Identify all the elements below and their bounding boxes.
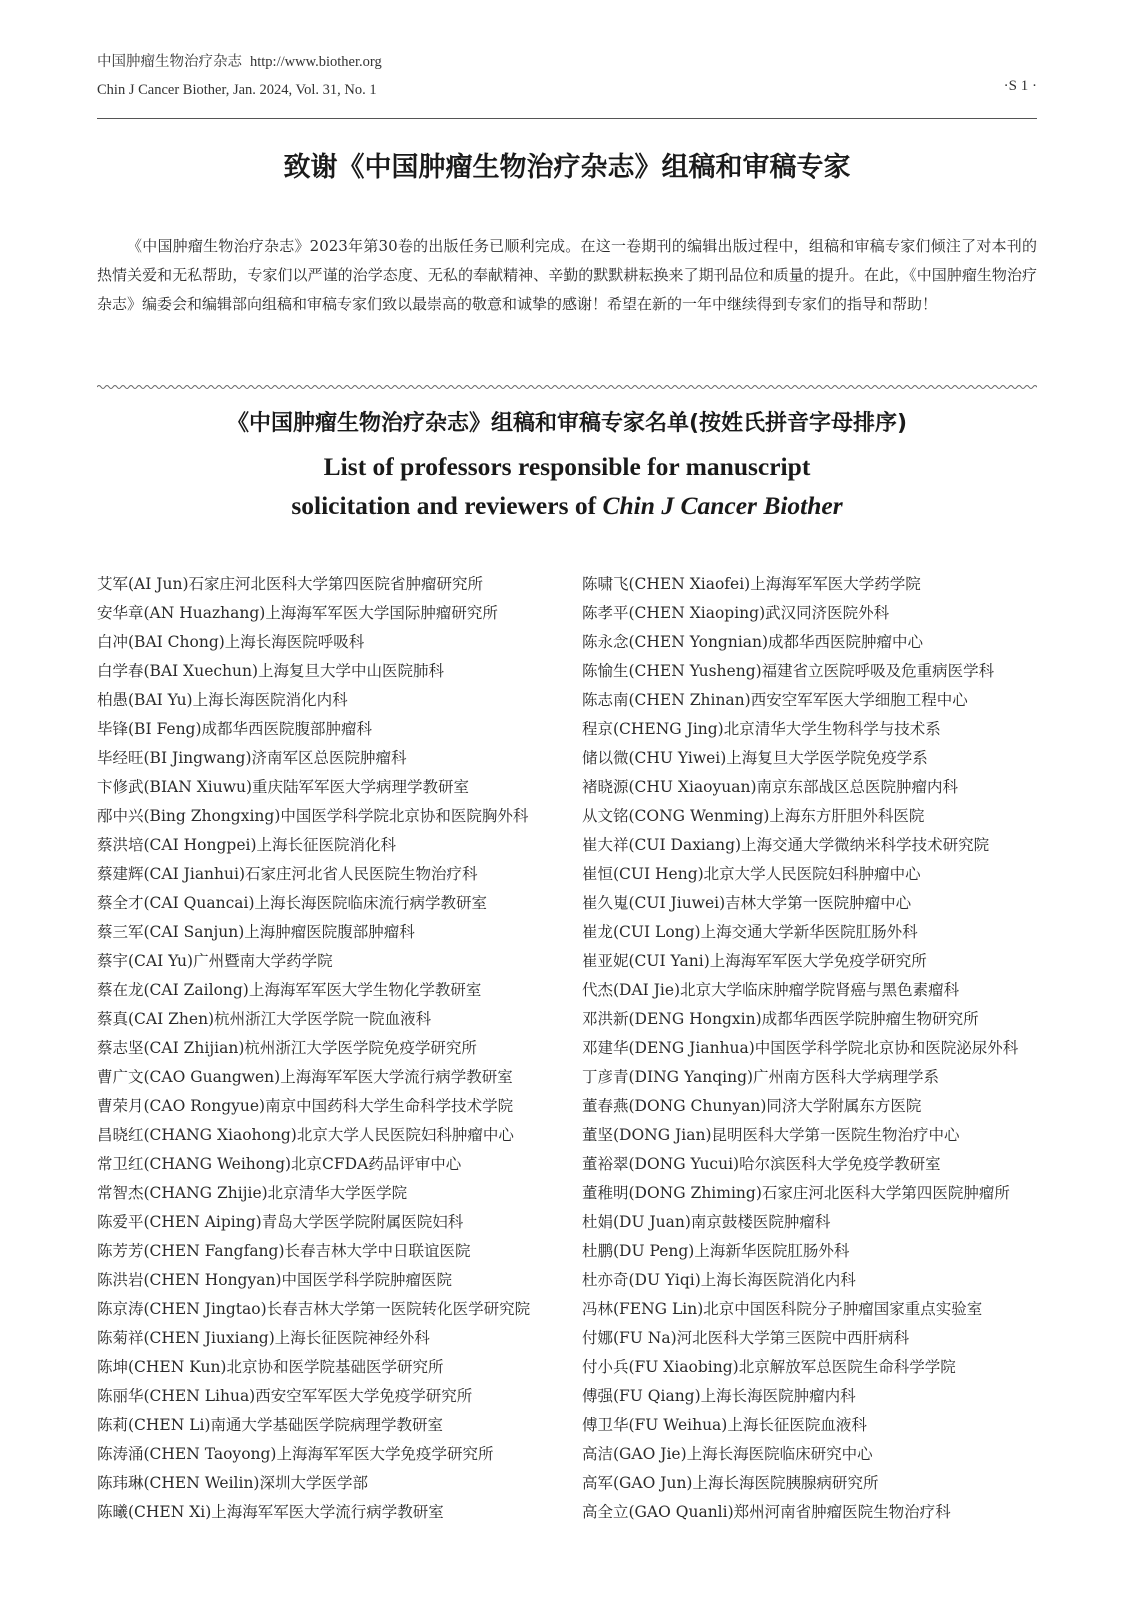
reviewer-entry: 崔久嵬(CUI Jiuwei)吉林大学第一医院肿瘤中心 xyxy=(582,894,912,912)
reviewer-entry: 崔恒(CUI Heng)北京大学人民医院妇科肿瘤中心 xyxy=(582,865,921,883)
reviewer-entry: 陈孝平(CHEN Xiaoping)武汉同济医院外科 xyxy=(582,604,890,622)
running-head xyxy=(97,50,1037,122)
reviewer-entry: 崔亚妮(CUI Yani)上海海军军医大学免疫学研究所 xyxy=(582,952,927,970)
reviewer-entry: 蔡全才(CAI Quancai)上海长海医院临床流行病学教研室 xyxy=(97,894,487,912)
page-title: 致谢《中国肿瘤生物治疗杂志》组稿和审稿专家 xyxy=(283,152,851,183)
reviewer-list-right xyxy=(582,570,1052,1527)
reviewer-entry: 柏愚(BAI Yu)上海长海医院消化内科 xyxy=(97,691,348,709)
reviewer-entry: 董坚(DONG Jian)昆明医科大学第一医院生物治疗中心 xyxy=(582,1126,960,1144)
reviewer-entry: 邓洪新(DENG Hongxin)成都华西医学院肿瘤生物研究所 xyxy=(582,1010,979,1028)
reviewer-entry: 卞修武(BIAN Xiuwu)重庆陆军军医大学病理学教研室 xyxy=(97,778,470,796)
reviewer-entry: 陈坤(CHEN Kun)北京协和医学院基础医学研究所 xyxy=(97,1358,444,1376)
journal-name-cn: 中国肿瘤生物治疗杂志 xyxy=(97,54,242,70)
list-title-en xyxy=(97,447,1037,525)
reviewer-entry: 昌晓红(CHANG Xiaohong)北京大学人民医院妇科肿瘤中心 xyxy=(97,1126,514,1144)
reviewer-entry: 冯林(FENG Lin)北京中国医科院分子肿瘤国家重点实验室 xyxy=(582,1300,983,1318)
reviewer-entry: 从文铭(CONG Wenming)上海东方肝胆外科医院 xyxy=(582,807,925,825)
list-title-en-journal: Chin J Cancer Biother xyxy=(602,491,843,520)
reviewer-entry: 常卫红(CHANG Weihong)北京CFDA药品评审中心 xyxy=(97,1155,462,1173)
header-rule xyxy=(97,118,1037,119)
list-title-en-line-1: List of professors responsible for manuscript xyxy=(323,452,811,481)
reviewer-entry: 崔龙(CUI Long)上海交通大学新华医院肛肠外科 xyxy=(582,923,918,941)
reviewer-list-left xyxy=(97,570,567,1527)
reviewer-entry: 高洁(GAO Jie)上海长海医院临床研究中心 xyxy=(582,1445,873,1463)
reviewer-entry: 蔡建辉(CAI Jianhui)石家庄河北省人民医院生物治疗科 xyxy=(97,865,478,883)
reviewer-entry: 程京(CHENG Jing)北京清华大学生物科学与技术系 xyxy=(582,720,941,738)
reviewer-entry: 付小兵(FU Xiaobing)北京解放军总医院生命科学学院 xyxy=(582,1358,956,1376)
reviewer-entry: 储以微(CHU Yiwei)上海复旦大学医学院免疫学系 xyxy=(582,749,928,767)
reviewer-entry: 蔡志坚(CAI Zhijian)杭州浙江大学医学院免疫学研究所 xyxy=(97,1039,477,1057)
reviewer-entry: 白学春(BAI Xuechun)上海复旦大学中山医院肺科 xyxy=(97,662,445,680)
reviewer-entry: 杜亦奇(DU Yiqi)上海长海医院消化内科 xyxy=(582,1271,856,1289)
running-head-journal-line xyxy=(97,52,382,72)
reviewer-entry: 陈洪岩(CHEN Hongyan)中国医学科学院肿瘤医院 xyxy=(97,1271,453,1289)
reviewer-entry: 蔡洪培(CAI Hongpei)上海长征医院消化科 xyxy=(97,836,397,854)
page-number: ·S 1 · xyxy=(1003,78,1037,94)
reviewer-entry: 陈京涛(CHEN Jingtao)长春吉林大学第一医院转化医学研究院 xyxy=(97,1300,531,1318)
reviewer-entry: 付娜(FU Na)河北医科大学第三医院中西肝病科 xyxy=(582,1329,910,1347)
list-title-en-line-2 xyxy=(97,486,1037,525)
reviewer-entry: 蔡三军(CAI Sanjun)上海肿瘤医院腹部肿瘤科 xyxy=(97,923,415,941)
reviewer-entry: 曹荣月(CAO Rongyue)南京中国药科大学生命科学技术学院 xyxy=(97,1097,514,1115)
reviewer-entry: 杜娟(DU Juan)南京鼓楼医院肿瘤科 xyxy=(582,1213,831,1231)
reviewer-entry: 陈啸飞(CHEN Xiaofei)上海海军军医大学药学院 xyxy=(582,575,921,593)
reviewer-entry: 丁彦青(DING Yanqing)广州南方医科大学病理学系 xyxy=(582,1068,940,1086)
reviewer-entry: 代杰(DAI Jie)北京大学临床肿瘤学院肾癌与黑色素瘤科 xyxy=(582,981,960,999)
reviewer-entry: 崔大祥(CUI Daxiang)上海交通大学微纳米科学技术研究院 xyxy=(582,836,990,854)
reviewer-entry: 陈菊祥(CHEN Jiuxiang)上海长征医院神经外科 xyxy=(97,1329,430,1347)
reviewer-entry: 蔡在龙(CAI Zailong)上海海军军医大学生物化学教研室 xyxy=(97,981,482,999)
intro-paragraph: 《中国肿瘤生物治疗杂志》2023年第30卷的出版任务已顺利完成。在这一卷期刊的编辑出版过程中，组稿和审稿专家们倾注了对本刊的热情关爱和无私帮助，专家们以严谨的治学态度、无私的奉献精神、辛勤的默默耕耘换来了期刊品位和质量的提升。在此，《中国肿瘤生物治疗杂志》编委会和编辑部向组稿和审稿专家们致以最崇高的敬意和诚挚的感谢！希望在新的一年中继续得到专家们的指导和帮助！ xyxy=(97,237,1037,313)
reviewer-entry: 董裕翠(DONG Yucui)哈尔滨医科大学免疫学教研室 xyxy=(582,1155,941,1173)
list-title-en-prefix: solicitation and reviewers of xyxy=(291,491,597,520)
reviewer-entry: 董稚明(DONG Zhiming)石家庄河北医科大学第四医院肿瘤所 xyxy=(582,1184,1010,1202)
list-title-cn: 《中国肿瘤生物治疗杂志》组稿和审稿专家名单(按姓氏拼音字母排序) xyxy=(226,411,908,436)
reviewer-entry: 常智杰(CHANG Zhijie)北京清华大学医学院 xyxy=(97,1184,408,1202)
wavy-divider xyxy=(97,383,1037,391)
journal-url: http://www.biother.org xyxy=(250,54,382,70)
reviewer-entry: 陈丽华(CHEN Lihua)西安空军军医大学免疫学研究所 xyxy=(97,1387,473,1405)
reviewer-entry: 陈涛涌(CHEN Taoyong)上海海军军医大学免疫学研究所 xyxy=(97,1445,494,1463)
reviewer-entry: 陈玮琳(CHEN Weilin)深圳大学医学部 xyxy=(97,1474,368,1492)
reviewer-entry: 曹广文(CAO Guangwen)上海海军军医大学流行病学教研室 xyxy=(97,1068,513,1086)
journal-citation: Chin J Cancer Biother, Jan. 2024, Vol. 31, No. 1 xyxy=(97,82,377,98)
reviewer-entry: 艾军(AI Jun)石家庄河北医科大学第四医院省肿瘤研究所 xyxy=(97,575,484,593)
reviewer-entry: 邓建华(DENG Jianhua)中国医学科学院北京协和医院泌尿外科 xyxy=(582,1039,1019,1057)
reviewer-entry: 陈永念(CHEN Yongnian)成都华西医院肿瘤中心 xyxy=(582,633,924,651)
reviewer-entry: 蔡真(CAI Zhen)杭州浙江大学医学院一院血液科 xyxy=(97,1010,432,1028)
reviewer-entry: 白冲(BAI Chong)上海长海医院呼吸科 xyxy=(97,633,365,651)
reviewer-entry: 毕经旺(BI Jingwang)济南军区总医院肿瘤科 xyxy=(97,749,407,767)
reviewer-entry: 陈芳芳(CHEN Fangfang)长春吉林大学中日联谊医院 xyxy=(97,1242,471,1260)
reviewer-entry: 陈志南(CHEN Zhinan)西安空军军医大学细胞工程中心 xyxy=(582,691,968,709)
reviewer-entry: 陈爱平(CHEN Aiping)青岛大学医学院附属医院妇科 xyxy=(97,1213,464,1231)
reviewer-entry: 陈曦(CHEN Xi)上海海军军医大学流行病学教研室 xyxy=(97,1503,444,1521)
reviewer-entry: 杜鹏(DU Peng)上海新华医院肛肠外科 xyxy=(582,1242,850,1260)
reviewer-entry: 邴中兴(Bing Zhongxing)中国医学科学院北京协和医院胸外科 xyxy=(97,807,529,825)
reviewer-entry: 傅强(FU Qiang)上海长海医院肿瘤内科 xyxy=(582,1387,856,1405)
reviewer-entry: 陈莉(CHEN Li)南通大学基础医学院病理学教研室 xyxy=(97,1416,444,1434)
reviewer-entry: 高全立(GAO Quanli)郑州河南省肿瘤医院生物治疗科 xyxy=(582,1503,951,1521)
reviewer-entry: 蔡宇(CAI Yu)广州暨南大学药学院 xyxy=(97,952,333,970)
reviewer-entry: 陈愉生(CHEN Yusheng)福建省立医院呼吸及危重病医学科 xyxy=(582,662,995,680)
reviewer-entry: 傅卫华(FU Weihua)上海长征医院血液科 xyxy=(582,1416,867,1434)
reviewer-entry: 高军(GAO Jun)上海长海医院胰腺病研究所 xyxy=(582,1474,879,1492)
reviewer-entry: 董春燕(DONG Chunyan)同济大学附属东方医院 xyxy=(582,1097,922,1115)
reviewer-entry: 安华章(AN Huazhang)上海海军军医大学国际肿瘤研究所 xyxy=(97,604,498,622)
reviewer-entry: 毕锋(BI Feng)成都华西医院腹部肿瘤科 xyxy=(97,720,373,738)
reviewer-entry: 褚晓源(CHU Xiaoyuan)南京东部战区总医院肿瘤内科 xyxy=(582,778,958,796)
